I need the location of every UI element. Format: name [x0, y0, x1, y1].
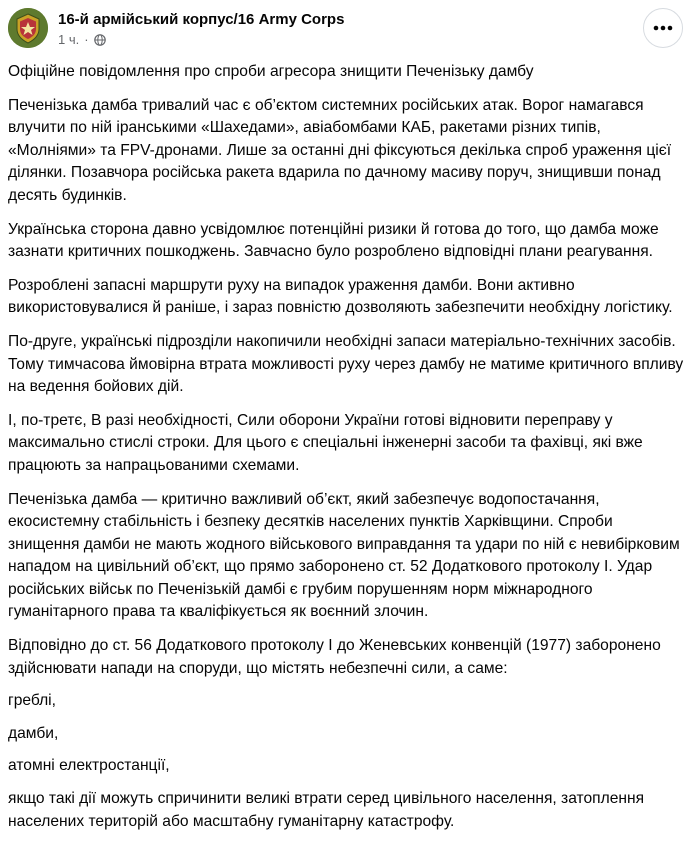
list-item: греблі, — [8, 692, 56, 710]
post-paragraph: Відповідно до ст. 56 Додаткового протоколу І до Женевських конвенцій (1977) заборонено здійснювати напади на споруди, що містять небезпечні сили, а саме: — [8, 637, 661, 677]
list-item: дамби, — [8, 724, 59, 742]
meta-separator: · — [84, 32, 89, 47]
post-meta — [58, 32, 106, 47]
post-paragraph: якщо такі дії можуть спричинити великі втрати серед цивільного населення, затоплення населених територій або масштабну гуманітарну катастрофу. — [8, 790, 645, 830]
corps-emblem-icon — [8, 8, 48, 48]
globe-icon[interactable] — [94, 34, 106, 46]
post-paragraph: І, по-третє, В разі необхідності, Сили оборони України готові відновити переправу у максимально стислі строки. Для цього є спеціальні інженерні засоби та фахівці, які вже працюють за напрацьованими схемами. — [8, 411, 643, 474]
post-timestamp[interactable]: 1 ч. — [58, 32, 80, 47]
post-paragraph: Печенізька дамба — критично важливий об’єкт, який забезпечує водопостачання, екосистемну стабільність і безпеку десятків населених пунктів Харківщини. Спроби знищення дамби не мають жодного військового виправдання та удари по ній є невибірковим нападом на цивільний об’єкт, що прямо заборонено ст. 52 Додаткового протоколу І. Удар російських військ по Печенізькій дамбі є грубим порушенням норм міжнародного гуманітарного права та кваліфікується як воєнний злочин. — [8, 490, 680, 621]
more-options-button[interactable] — [643, 8, 683, 48]
more-horizontal-icon — [653, 25, 673, 31]
post-paragraph: Офіційне повідомлення про спроби агресора знищити Печенізьку дамбу — [8, 63, 534, 80]
post-body — [8, 61, 686, 844]
post-paragraph: Розроблені запасні маршрути руху на випадок ураження дамби. Вони активно використовувалися й раніше, і зараз повністю дозволяють забезпечити необхідну логістику. — [8, 276, 673, 317]
author-name[interactable]: 16-й армійський корпус/16 Army Corps — [58, 11, 345, 28]
post-paragraph: Українська сторона давно усвідомлює потенційні ризики й готова до того, що дамба може зазнати критичних пошкоджень. Завчасно було розроблено відповідні плани реагування. — [8, 220, 659, 261]
list-item: атомні електростанції, — [8, 757, 170, 775]
post-paragraph: По-друге, українські підрозділи накопичили необхідні запаси матеріально-технічних засобів. Тому тимчасова ймовірна втрата можливості руху через дамбу не матиме критичного впливу на ведення бойових дій. — [8, 332, 684, 396]
post-paragraph: Печенізька дамба тривалий час є об’єктом системних російських атак. Ворог намагався влучити по ній іранськими «Шахедами», авіабомбами КАБ, ракетами різних типів, «Молніями» та FPV-дронами. Лише за останні дні фіксуються декілька спроб ураження цієї ділянки. Позавчора російська ракета вдарила по дачному масиву поруч, знищивши понад десять будинків. — [8, 96, 672, 204]
post-header — [8, 8, 685, 52]
avatar[interactable] — [8, 8, 48, 48]
